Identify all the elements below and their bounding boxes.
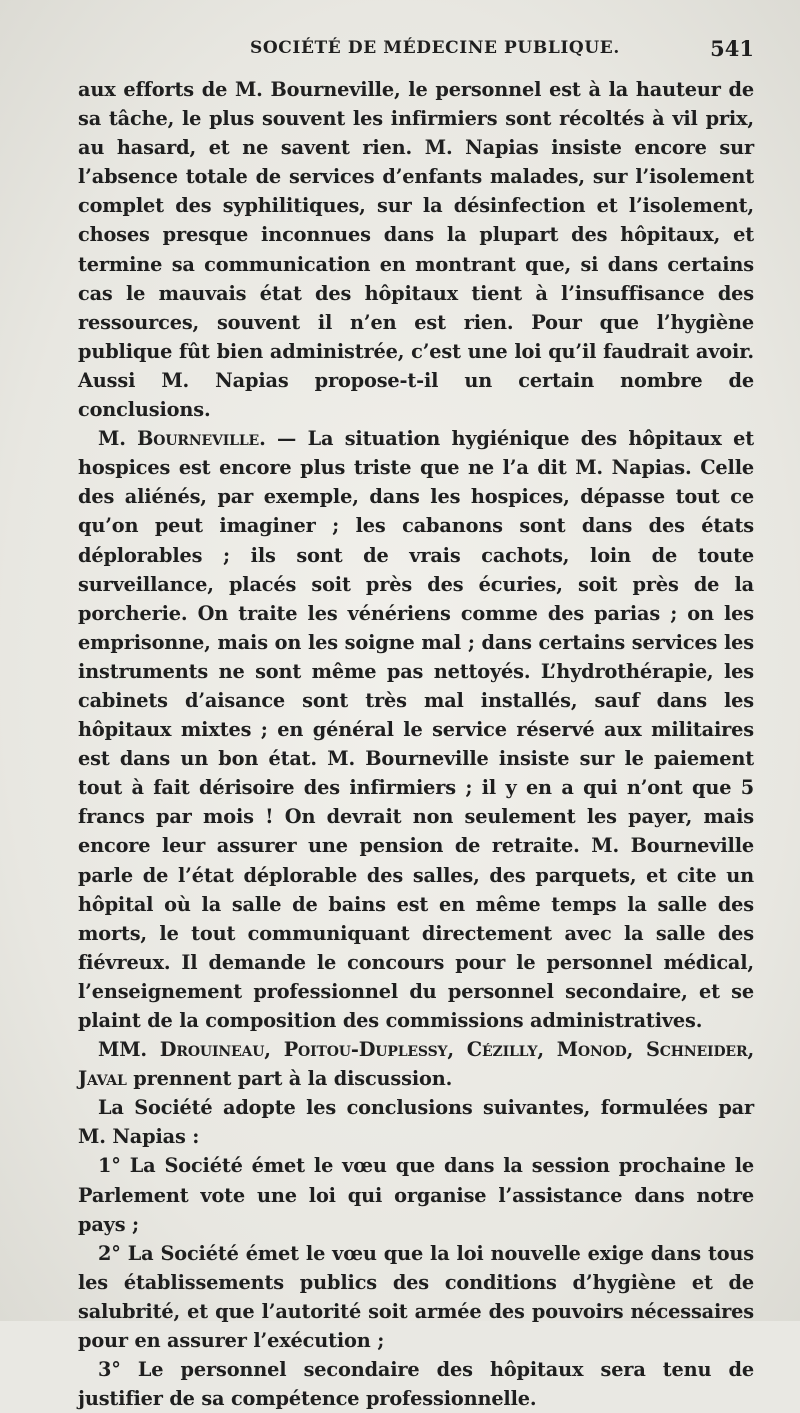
- body-text: [78, 75, 754, 1413]
- participants-text: prennent part à la discussion.: [126, 1067, 453, 1091]
- conclusion-3: 3° Le personnel secondaire des hôpitaux sera tenu de justifier de sa compétence professionnelle.: [78, 1358, 754, 1411]
- paragraph-bourneville: [78, 424, 754, 1035]
- conclusion-1: 1° La Société émet le vœu que dans la session prochaine le Parlement vote une loi qui organise l’assistance dans notre pays ;: [78, 1154, 754, 1236]
- page-header: [78, 38, 754, 68]
- participants-prefix: MM.: [98, 1038, 160, 1062]
- participants-names: Drouineau, Poitou-Duplessy, Cézilly, Monod, Schneider, Javal: [78, 1038, 755, 1091]
- paragraph-bourneville-text: — La situation hygiénique des hôpitaux et hospices est encore plus triste que ne l’a dit M. Napias. Celle des aliénés, par exemple, dans les hospices, dépasse tout ce qu’on peut imaginer ; les cabanons sont dans des états déplorables ; ils sont de vrais cachots, loin de toute surveillance, placés soit près des écuries, soit près de la porcherie. On traite les vénériens comme des parias ; on les emprisonne, mais on les soigne mal ; dans certains services les instruments ne sont même pas nettoyés. L’hydrothérapie, les cabinets d’aisance sont très mal installés, sauf dans les hôpitaux mixtes ; en général le service réservé aux militaires est dans un bon état. M. Bourneville insiste sur le paiement tout à fait dérisoire des infirmiers ; il y en a qui n’ont que 5 francs par mois ! On devrait non seulement les payer, mais encore leur assurer une pension de retraite. M. Bourneville parle de l’état déplorable des salles, des parquets, et cite un hôpital où la salle de bains est en même temps la salle des morts, le tout communiquant directement avec la salle des fiévreux. Il demande le concours pour le personnel médical, l’enseignement professionnel du personnel secondaire, et se plaint de la composition des commissions administratives.: [78, 427, 754, 1032]
- running-head: SOCIÉTÉ DE MÉDECINE PUBLIQUE.: [250, 38, 620, 58]
- paragraph-adoption: La Société adopte les conclusions suivantes, formulées par M. Napias :: [78, 1096, 754, 1149]
- paragraph-napias-summary: aux efforts de M. Bourneville, le personnel est à la hauteur de sa tâche, le plus souvent les infirmiers sont récoltés à vil prix, au hasard, et ne savent rien. M. Napias insiste encore sur l’absence totale de services d’enfants malades, sur l’isolement complet des syphilitiques, sur la désinfection et l’isolement, choses presque inconnues dans la plupart des hôpitaux, et termine sa communication en montrant que, si dans certains cas le mauvais état des hôpitaux tient à l’insuffisance des ressources, souvent il n’en est rien. Pour que l’hygiène publique fût bien administrée, c’est une loi qu’il faudrait avoir. Aussi M. Napias propose-t-il un certain nombre de conclusions.: [78, 78, 754, 422]
- speaker-name: M. Bourneville.: [98, 427, 266, 451]
- conclusion-2: 2° La Société émet le vœu que la loi nouvelle exige dans tous les établissements publics des conditions d’hygiène et de salubrité, et que l’autorité soit armée des pouvoirs nécessaires pour en assurer l’exécution ;: [78, 1241, 754, 1353]
- page-number: 541: [710, 36, 754, 61]
- paragraph-discussion: [78, 1035, 754, 1093]
